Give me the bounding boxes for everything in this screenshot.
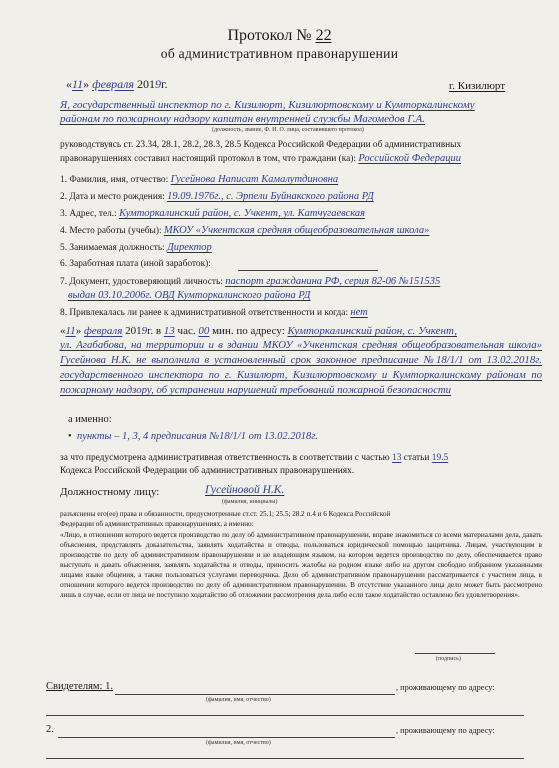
witness-1-address-line: [46, 715, 524, 716]
official-value: Гусейновой Н.К.: [205, 484, 285, 496]
date-month: февраля: [92, 77, 134, 91]
protocol-city: г. Кизилюрт: [449, 80, 506, 92]
rights-line-1: разъяснены его(ее) права и обязанности, предусмотренные ст.ст. 25.1; 25.5; 28.2 п.4 и 6 Кодекса Российской: [60, 510, 391, 518]
witness-2-line: [58, 737, 395, 738]
witness-1-caption: (фамилия, имя, отчество): [206, 697, 271, 703]
official-caption: (фамилия, инициалы): [222, 499, 278, 505]
field-fio: 1. Фамилия, имя, отчество: Гусейнова Написат Камалутдиновна: [60, 174, 339, 185]
witness-2-caption: (фамилия, имя, отчество): [206, 740, 271, 746]
liability-line-1: за что предусмотрена административная ответственность в соответствии с частью 13 статьи 19.5: [60, 453, 449, 463]
signature-caption: (подпись): [436, 656, 461, 662]
date-year-digit: 9: [154, 77, 161, 91]
event-address: Кумторкалинский район, с. Учкент,: [287, 325, 457, 337]
official-label: Должностному лицу:: [60, 486, 160, 498]
intro-line-1: руководствуясь ст. 23.34, 28.1, 28.2, 28.3, 28.5 Кодекса Российской Федерации об административных: [60, 140, 462, 150]
inspector-line-1: Я, государственный инспектор по г. Кизилюрт, Кизилюртовскому и Кумторкалинскому: [60, 99, 475, 111]
field-fio-value: Гусейнова Написат Камалутдиновна: [170, 174, 339, 185]
witness-2-label: 2.: [46, 724, 54, 735]
field-document-value-1: паспорт гражданина РФ, серия 82-06 №151535: [225, 276, 441, 287]
date-day: 11: [72, 77, 84, 91]
namely-label: а именно:: [68, 414, 112, 425]
inspector-caption: (должность, звание, Ф. И. О. лица, составившего протокол): [212, 127, 364, 133]
field-salary: 6. Заработная плата (иной заработок):: [60, 259, 211, 269]
field-document: 7. Документ, удостоверяющий личность: паспорт гражданина РФ, серия 82-06 №151535: [60, 276, 441, 287]
field-work-value: МКОУ «Учкентская средняя общеобразовательная школа»: [163, 225, 430, 236]
field-birth: 2. Дата и место рождения: 19.09.1976г., с. Эрпели Буйнакского района РД: [60, 191, 374, 202]
field-address: 3. Адрес, тел.: Кумторкалинский район, с. Учкент, ул. Катчугаевская: [60, 208, 366, 219]
field-position: 5. Занимаемая должность: Директор: [60, 242, 212, 253]
protocol-subtitle: об административном правонарушении: [160, 46, 399, 61]
field-work: 4. Место работы (учебы): МКОУ «Учкентская средняя общеобразовательная школа»: [60, 225, 430, 236]
field-address-value: Кумторкалинский район, с. Учкент, ул. Катчугаевская: [119, 208, 366, 219]
signature-line: [415, 653, 495, 654]
inspector-line-2: районам по пожарному надзору капитан внутренней службы Магомедов Г.А.: [60, 113, 425, 125]
protocol-number: 22: [315, 27, 332, 44]
witness-1-line: [115, 694, 395, 695]
salary-blank-line: [238, 270, 378, 271]
liability-line-2: Кодекса Российской Федерации об административных правонарушениях.: [60, 466, 355, 476]
field-birth-value: 19.09.1976г., с. Эрпели Буйнакского района РД: [167, 191, 374, 202]
witness-2-resides: , проживающему по адресу:: [396, 726, 495, 735]
rights-line-2: Федерации об административных правонарушениях, а именно:: [60, 520, 254, 528]
title-prefix: Протокол №: [227, 27, 312, 44]
field-position-value: Директор: [167, 242, 212, 253]
witness-1-resides: , проживающему по адресу:: [396, 683, 495, 692]
field-prior-value: нет: [350, 307, 368, 318]
event-date-line: «11» февраля 2019г. в 13 час. 00 мин. по адресу: Кумторкалинский район, с. Учкент,: [60, 325, 457, 337]
rights-quote: «Лицо, в отношении которого ведется производство по делу об административном правонарушении, вправе знакомиться со всеми материалами дела, давать объяснения, представлять доказательства, заявлять ходатайства и отводы, пользоваться юридической помощью защитника. Лицам, участвующим в производстве по делу об административном правонарушении и не владеющим языком, на котором ведется производство по делу, обеспечивается право выступать и давать объяснения, заявлять ходатайства и отводы, приносить жалобы на родном языке либо на другом свободно избранном указанными лицами языке общения, а также пользоваться услугами переводчика. Дело об административном правонарушении рассматривается с участием лица, в отношении которого ведется производство по делу об административном правонарушении. В отсутствие указанного лица дело может быть рассмотрено лишь в случае, если от лица не поступило ходатайство об отложении рассмотрения дела либо если такое ходатайство оставлено без удовлетворения».: [60, 531, 542, 599]
field-document-value-2: выдан 03.10.2006г. ОВД Кумторкалинского района РД: [68, 290, 311, 301]
witness-1-label: Свидетелям: 1.: [46, 681, 113, 692]
bullet-icon: •: [68, 431, 77, 442]
witness-2-address-line: [46, 758, 524, 759]
field-prior: 8. Привлекалась ли ранее к административной ответственности и когда: нет: [60, 307, 368, 318]
liability-article: 19.5: [431, 453, 449, 463]
citizenship-value: Российской Федерации: [358, 153, 461, 164]
event-description: ул. Агабабова, на территории и в здании МКОУ «Учкентская средняя общеобразовательная школа» Гусейнова Н.К. не выполнила в установленный срок законное предписание №18/1/1 от 13.02.2018г. государственного инспектора по г. Кизилюрт, Кизилюртовскому и Кумторкалинскому районам по пожарному надзору, об устранении нарушений требований пожарной безопасности: [60, 339, 542, 396]
protocol-title: [0, 27, 559, 45]
namely-bullet: • пункты – 1, 3, 4 предписания №18/1/1 от 13.02.2018г.: [68, 431, 318, 442]
intro-line-2: правонарушениях составил настоящий протокол в том, что граждани (ка): Российской Федерации: [60, 153, 461, 164]
liability-part: 13: [392, 453, 402, 463]
protocol-date: «11» февраля 2019г.: [66, 77, 168, 91]
